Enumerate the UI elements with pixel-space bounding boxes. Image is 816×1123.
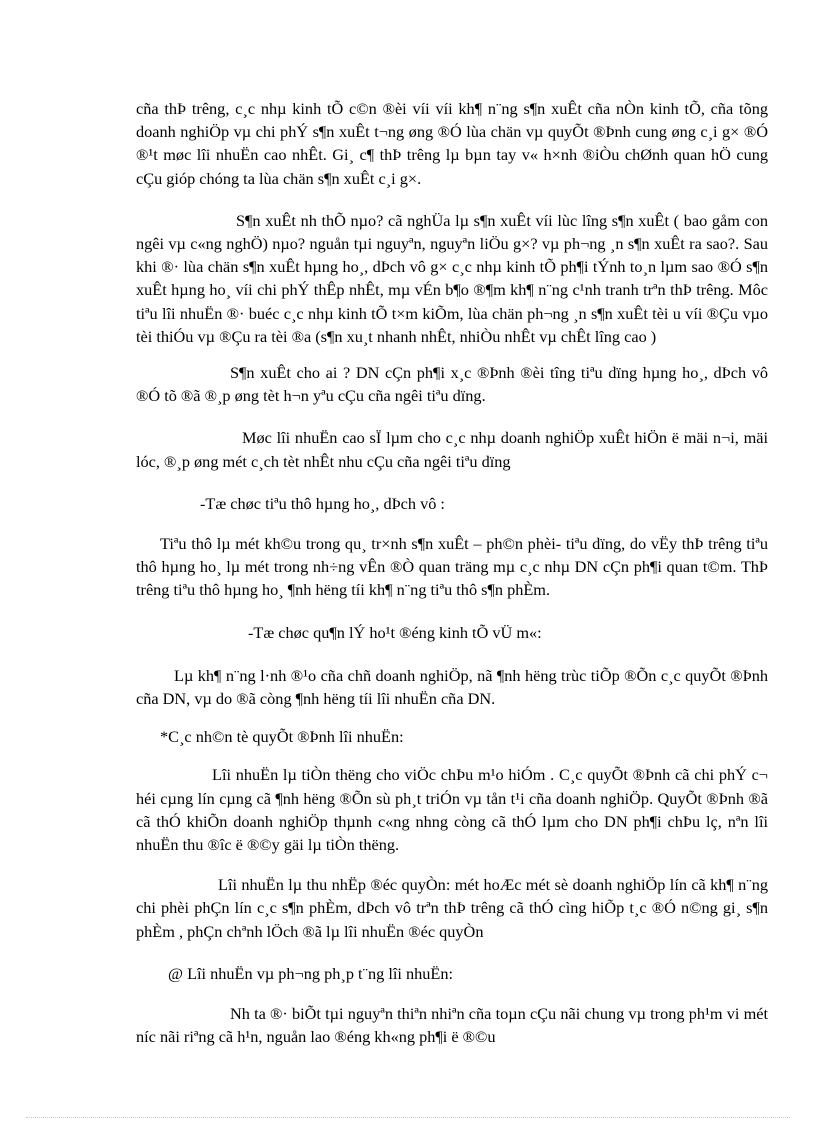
paragraph-risk-reward: Lîi nhuËn lµ tiÒn thëng cho viÖc chÞu m¹o hiÓm . C¸c quyÕt ®Þnh cã chi phÝ c¬ héi cµng lín cµng cã ¶nh hëng ®Õn sù ph¸t triÓn vµ tån t¹i cña doanh nghiÖp. QuyÕt ®Þnh ®ã cã thÓ khiÕn doanh nghiÖp thµnh c«ng nhng còng cã thÓ lµm cho DN ph¶i chÞu lç, nªn lîi nhuËn thu ®îc ë ®©y gäi lµ tiÒn thëng.: [136, 765, 768, 855]
paragraph-natural-resources: Nh ta ®· biÕt tµi nguyªn thiªn nhiªn cña toµn cÇu nãi chung vµ trong ph¹m vi mét níc nãi riªng cã h¹n, nguån lao ®éng kh«ng ph¶i ë ®©u: [136, 1004, 768, 1047]
paragraph-leadership: Lµ kh¶ n¨ng l·nh ®¹o cña chñ doanh nghiÖp, nã ¶nh hëng trùc tiÕp ®Õn c¸c quyÕt ®Þnh cña DN, vµ do ®ã còng ¶nh hëng tíi lîi nhuËn cña DN.: [136, 665, 768, 709]
paragraph-monopoly-income: Lîi nhuËn lµ thu nhËp ®éc quyÒn: mét hoÆc mét sè doanh nghiÖp lín cã kh¶ n¨ng chi phèi phÇn lín c¸c s¶n phÈm, dÞch vô trªn thÞ trêng cã thÓ cìng hiÕp t¸c ®Ó n©ng gi¸ s¶n phÈm , phÇn chªnh lÖch ®ã lµ lîi nhuËn ®éc quyÒn: [136, 875, 768, 941]
heading-organize-consumption: -Tæ chøc tiªu thô hµng ho¸, dÞch vô :: [200, 493, 445, 513]
paragraph-how-to-produce: S¶n xuÊt nh thÕ nµo? cã nghÜa lµ s¶n xuÊt víi lùc lîng s¶n xuÊt ( bao gåm con ngêi vµ c«ng nghÖ) nµo? nguån tµi nguyªn, nguyªn liÖu g×? vµ ph¬ng ¸n s¶n xuÊt ra sao?. Sau khi ®· lùa chän s¶n xuÊt hµng ho¸, dÞch vô g× c¸c nhµ kinh tÕ ph¶i tÝnh to¸n lµm sao ®Ó s¶n xuÊt hµng ho¸ víi chi phÝ thÊp nhÊt, mµ vÉn b¶o ®¶m kh¶ n¨ng c¹nh tranh trªn thÞ trêng. Môc tiªu lîi nhuËn ®· buéc c¸c nhµ kinh tÕ t×m kiÕm, lùa chän ph¬ng ¸n s¶n xuÊt tèi u víi ®Çu vµo tèi thiÓu vµ ®Çu ra tèi ®a (s¶n xu¸t nhanh nhÊt, nhiÒu nhÊt vµ chÊt lîng cao ): [136, 210, 768, 346]
heading-macro-management: -Tæ chøc qu¶n lÝ ho¹t ®éng kinh tÕ vÜ m«:: [248, 622, 542, 642]
page-bottom-border: [26, 1117, 790, 1118]
paragraph-produce-for-whom: S¶n xuÊt cho ai ? DN cÇn ph¶i x¸c ®Þnh ®èi tîng tiªu dïng hµng ho¸, dÞch vô ®Ó tõ ®ã ®¸p øng tèt h¬n yªu cÇu cña ngêi tiªu dïng.: [136, 363, 768, 406]
paragraph-consumption: Tiªu thô lµ mét kh©u trong qu¸ tr×nh s¶n xuÊt – ph©n phèi- tiªu dïng, do vËy thÞ trêng tiªu thô hµng ho¸ lµ mét trong nh÷ng vÊn ®Ò quan träng mµ c¸c nhµ DN cÇn ph¶i quan t©m. ThÞ trêng tiªu thô hµng ho¸ ¶nh hëng tíi kh¶ n¨ng tiªu thô s¶n phÈm.: [136, 534, 768, 600]
paragraph-market-supply: cña thÞ trêng, c¸c nhµ kinh tÕ c©n ®èi víi víi kh¶ n¨ng s¶n xuÊt cña nÒn kinh tÕ, cña tõng doanh nghiÖp vµ chi phÝ s¶n xuÊt t¬ng øng ®Ó lùa chän vµ quyÕt ®Þnh cung øng c¸i g× ®Ó ®¹t møc lîi nhuËn cao nhÊt. Gi¸ c¶ thÞ trêng lµ bµn tay v« h×nh ®iÒu chØnh quan hÖ cung cÇu gióp chóng ta lùa chän s¶n xuÊt c¸i g×.: [136, 99, 768, 188]
page-body: [136, 97, 768, 1049]
heading-profit-factors: *C¸c nh©n tè quyÕt ®Þnh lîi nhuËn:: [160, 727, 404, 747]
heading-profit-methods: @ Lîi nhuËn vµ ph¬ng ph¸p t¨ng lîi nhuËn:: [168, 963, 453, 983]
paragraph-high-profit: Møc lîi nhuËn cao sÏ lµm cho c¸c nhµ doanh nghiÖp xuÊt hiÖn ë mäi n¬i, mäi lóc, ®¸p øng mét c¸ch tèt nhÊt nhu cÇu cña ngêi tiªu dïng: [136, 428, 768, 471]
